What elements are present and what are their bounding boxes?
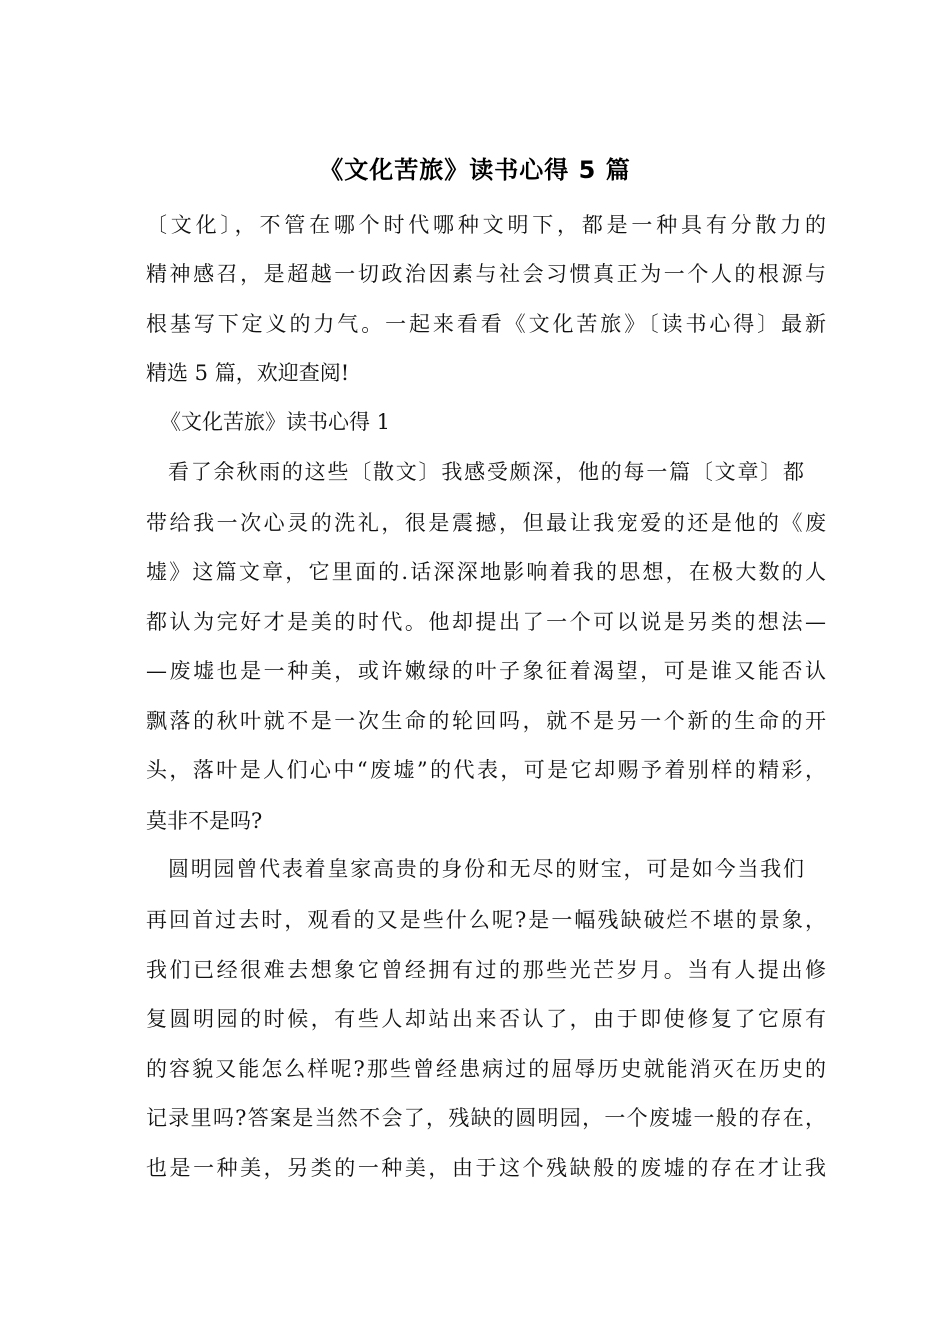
paragraph-line: 带给我一次心灵的洗礼，很是震撼，但最让我宠爱的还是他的《废 — [146, 511, 826, 535]
paragraph-line: 也是一种美，另类的一种美，由于这个残缺般的废墟的存在才让我 — [146, 1156, 826, 1180]
paragraph-line: 复圆明园的时候，有些人却站出来否认了，由于即使修复了它原有 — [146, 1007, 826, 1031]
paragraph-line: 记录里吗?答案是当然不会了，残缺的圆明园，一个废墟一般的存在， — [146, 1106, 826, 1130]
paragraph-line: 〔文化〕，不管在哪个时代哪种文明下，都是一种具有分散力的 — [146, 213, 826, 237]
paragraph-line: 我们已经很难去想象它曾经拥有过的那些光芒岁月。当有人提出修 — [146, 958, 826, 982]
document-title: 《文化苦旅》读书心得 5 篇 — [319, 156, 631, 184]
paragraph-line: 再回首过去时，观看的又是些什么呢?是一幅残缺破烂不堪的景象， — [146, 908, 826, 932]
paragraph-line: 根基写下定义的力气。一起来看看《文化苦旅》〔读书心得〕最新 — [146, 312, 826, 336]
paragraph-line: 的容貌又能怎么样呢?那些曾经患病过的屈辱历史就能消灭在历史的 — [146, 1057, 826, 1081]
paragraph-line: 都认为完好才是美的时代。他却提出了一个可以说是另类的想法— — [146, 610, 826, 634]
paragraph-line: 圆明园曾代表着皇家高贵的身份和无尽的财宝，可是如今当我们 — [168, 857, 804, 881]
paragraph-line: 精神感召，是超越一切政治因素与社会习惯真正为一个人的根源与 — [146, 262, 826, 286]
section-heading: 《文化苦旅》读书心得 1 — [160, 410, 391, 434]
paragraph-line: 精选 5 篇，欢迎查阅! — [146, 361, 350, 385]
paragraph-line: 飘落的秋叶就不是一次生命的轮回吗，就不是另一个新的生命的开 — [146, 709, 826, 733]
paragraph-line: 墟》这篇文章，它里面的.话深深地影响着我的思想，在极大数的人 — [146, 560, 826, 584]
paragraph-line: 莫非不是吗? — [146, 809, 263, 833]
paragraph-line: —废墟也是一种美，或许嫩绿的叶子象征着渴望，可是谁又能否认 — [146, 659, 826, 683]
paragraph-line: 看了余秋雨的这些〔散文〕我感受颇深，他的每一篇〔文章〕都 — [168, 460, 804, 484]
paragraph-line: 头，落叶是人们心中“废墟”的代表，可是它却赐予着别样的精彩， — [146, 758, 826, 782]
